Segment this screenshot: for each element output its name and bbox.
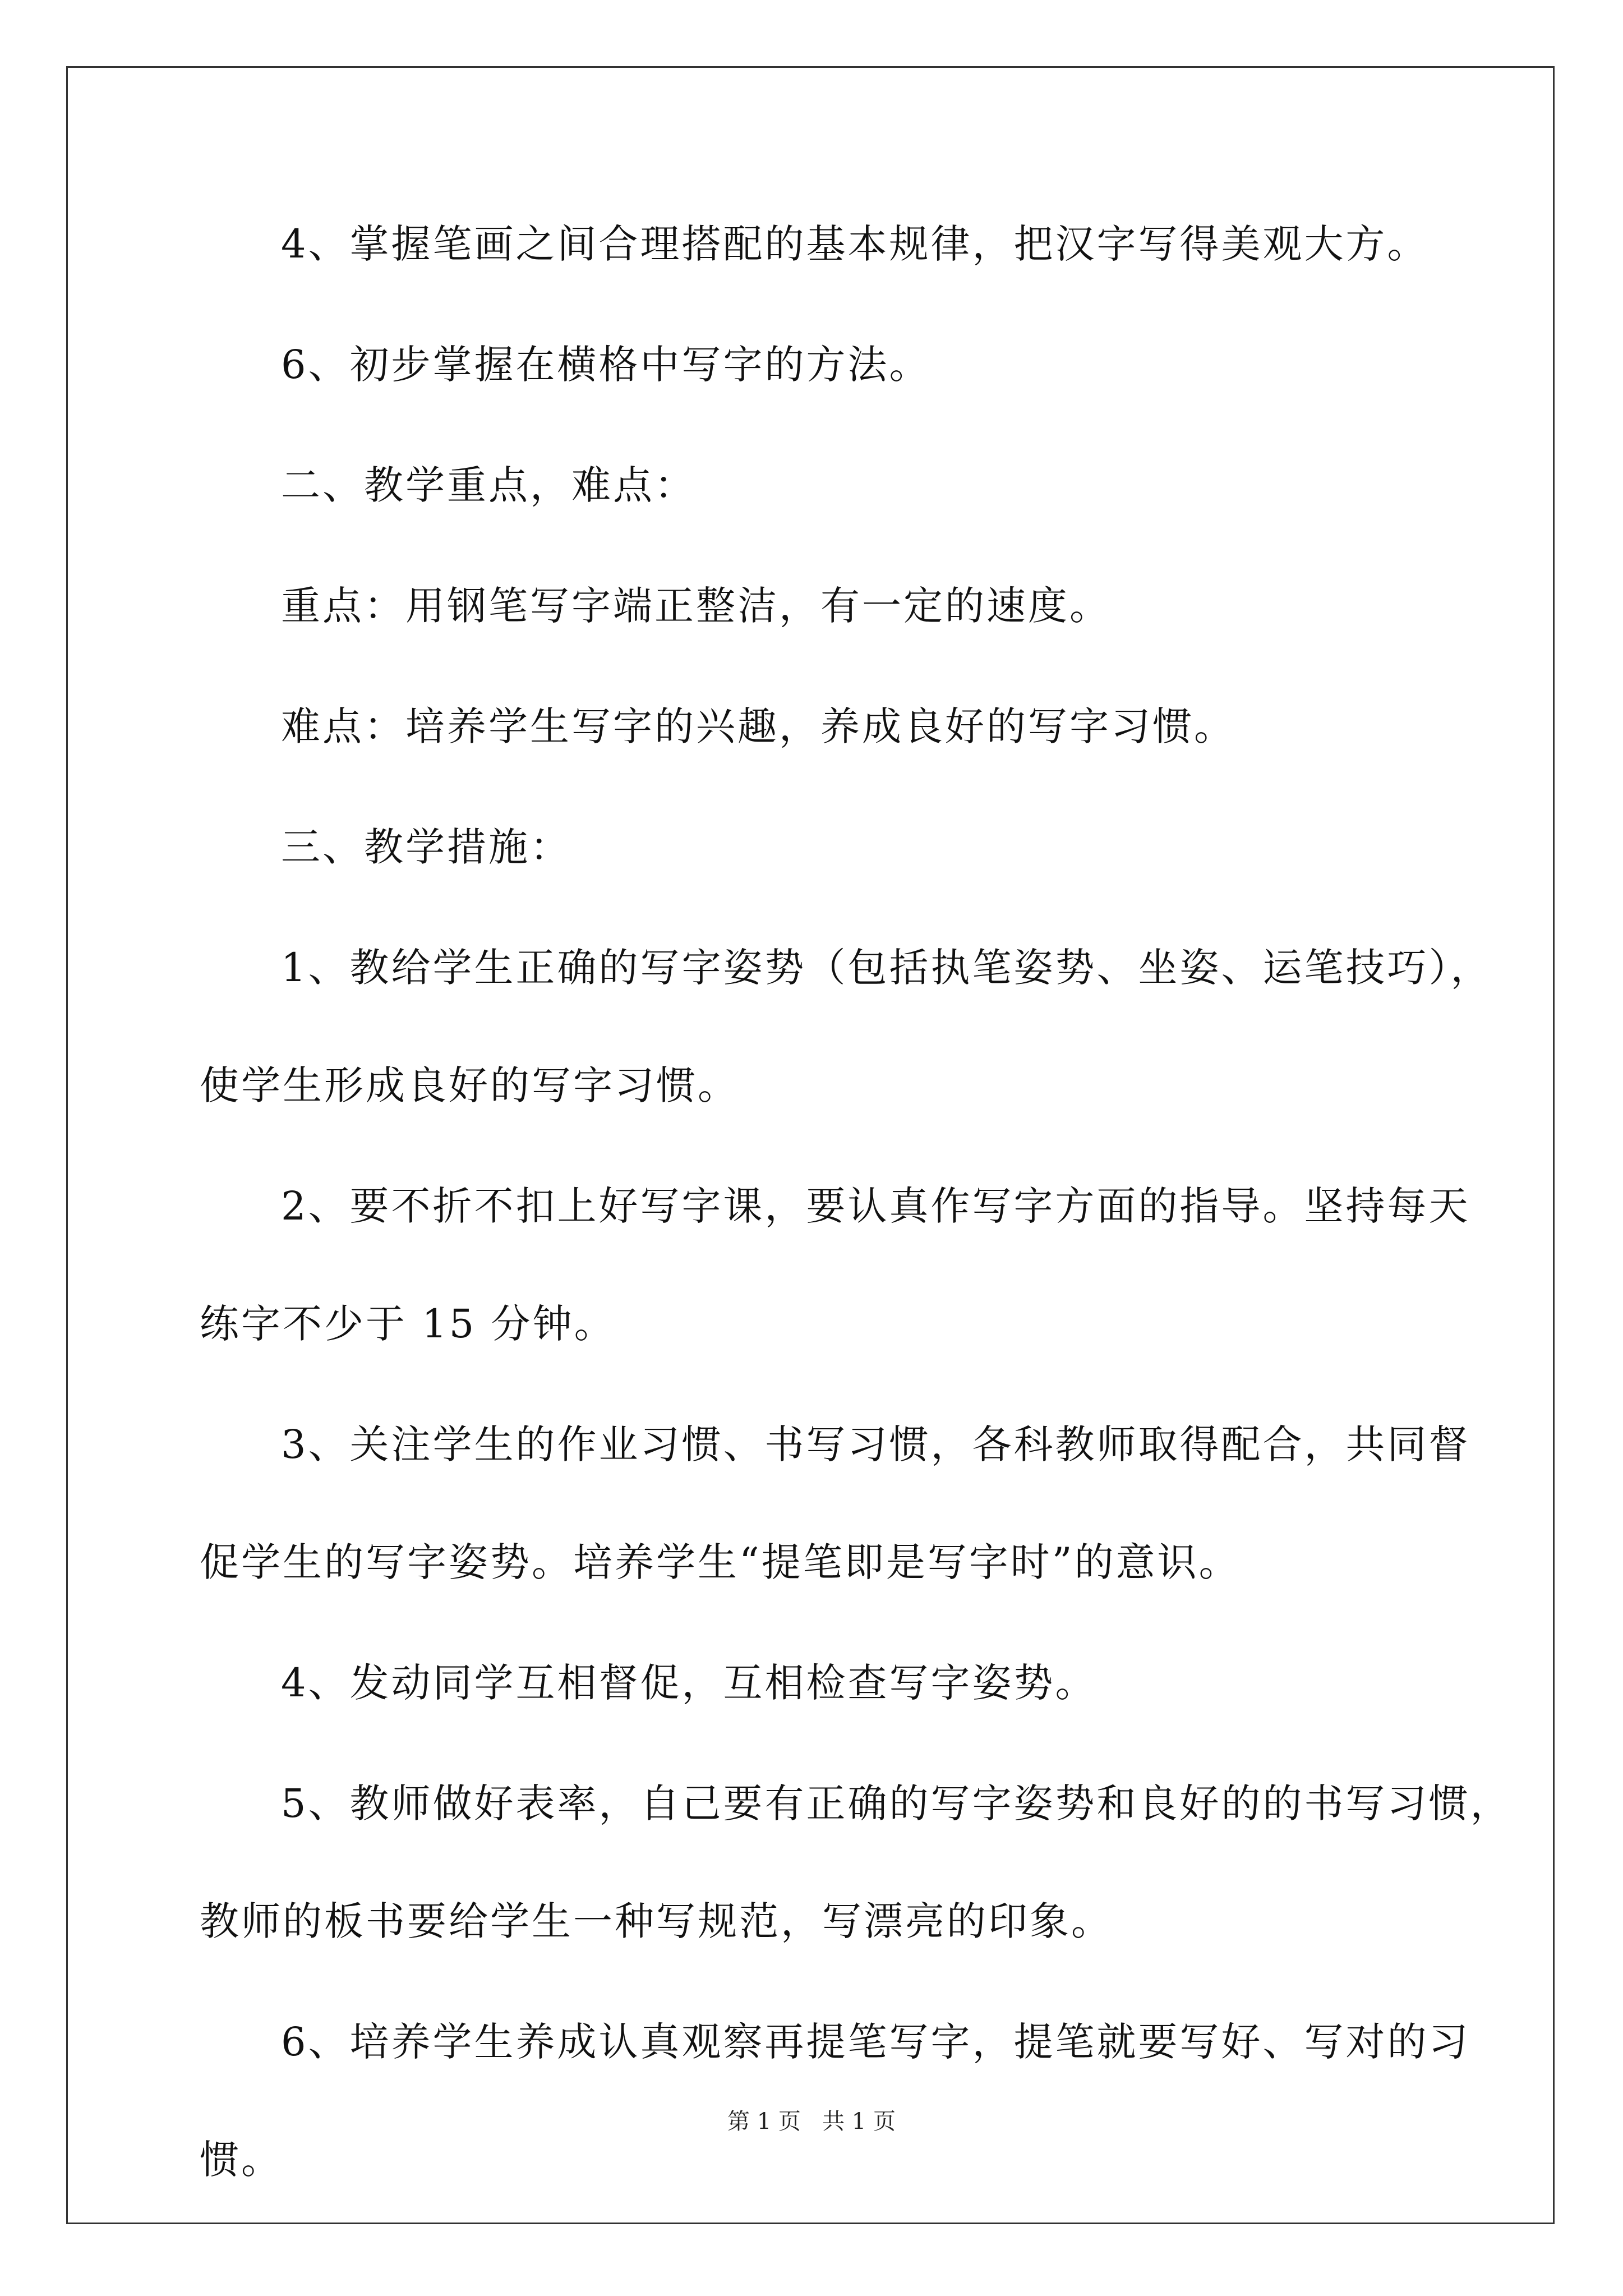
text-line: 3、关注学生的作业习惯、书写习惯，各科教师取得配合，共同督 xyxy=(281,1421,1470,1467)
text-line: 使学生形成良好的写字习惯。 xyxy=(200,1062,739,1108)
text-line: 教师的板书要给学生一种写规范，写漂亮的印象。 xyxy=(200,1898,1113,1944)
text-line: 惯。 xyxy=(200,2137,283,2183)
text-line: 重点：用钢笔写字端正整洁，有一定的速度。 xyxy=(281,583,1111,629)
text-line: 1、教给学生正确的写字姿势（包括执笔姿势、坐姿、运笔技巧）， xyxy=(281,945,1492,991)
text-line: 6、培养学生养成认真观察再提笔写字，提笔就要写好、写对的习 xyxy=(281,2019,1470,2065)
section-heading: 三、教学措施： xyxy=(281,824,571,870)
page-footer: 第 1 页 共 1 页 xyxy=(727,2109,896,2134)
section-heading: 二、教学重点，难点： xyxy=(281,462,696,508)
text-line: 4、发动同学互相督促，互相检查写字姿势。 xyxy=(281,1660,1097,1706)
text-line: 4、掌握笔画之间合理搭配的基本规律，把汉字写得美观大方。 xyxy=(281,221,1429,267)
text-line: 5、教师做好表率，自己要有正确的写字姿势和良好的的书写习惯， xyxy=(281,1780,1512,1826)
text-line: 练字不少于 15 分钟。 xyxy=(200,1301,616,1347)
text-line: 难点：培养学生写字的兴趣，养成良好的写字习惯。 xyxy=(281,703,1235,749)
text-line: 促学生的写字姿势。培养学生“提笔即是写字时”的意识。 xyxy=(200,1539,1241,1585)
text-line: 6、初步掌握在横格中写字的方法。 xyxy=(281,342,931,388)
text-line: 2、要不折不扣上好写字课，要认真作写字方面的指导。坚持每天 xyxy=(281,1183,1470,1229)
